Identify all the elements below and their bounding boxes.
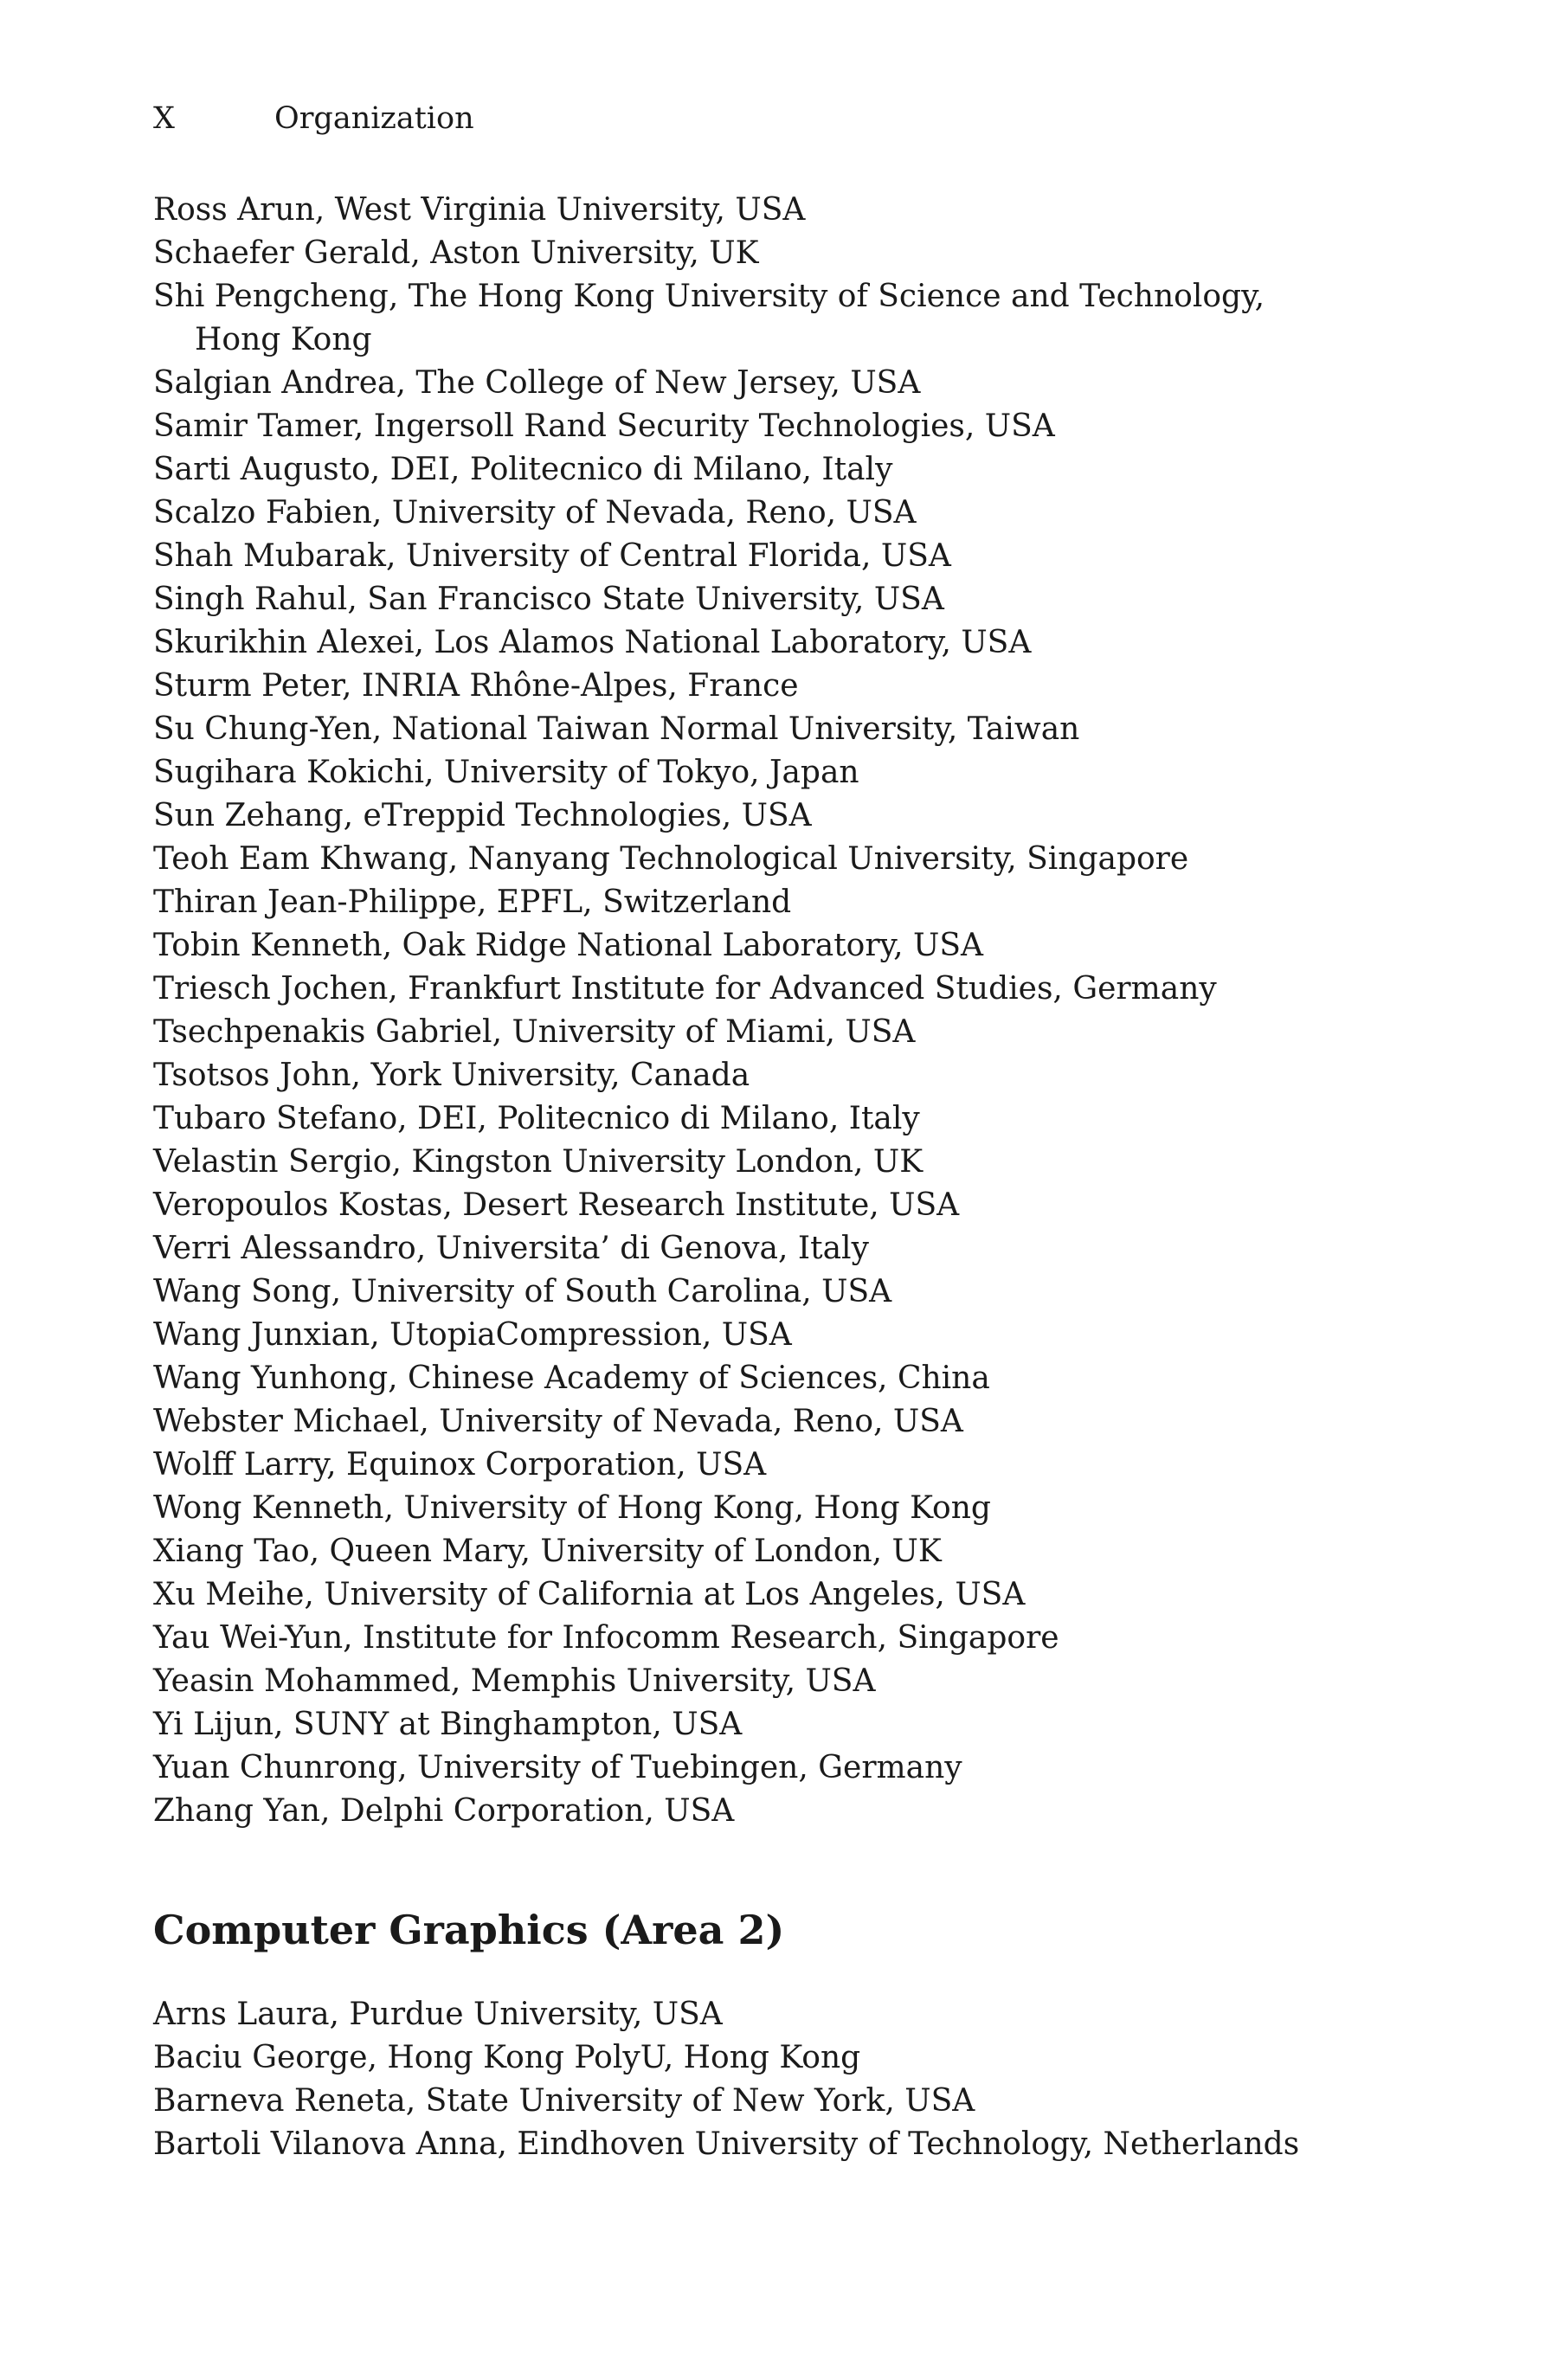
list-item: Verri Alessandro, Universita’ di Genova, Italy <box>153 1231 869 1266</box>
list-item <box>153 275 1265 362</box>
list-item: Arns Laura, Purdue University, USA <box>153 1997 723 2032</box>
list-item: Thiran Jean-Philippe, EPFL, Switzerland <box>153 884 792 920</box>
list-item: Sturm Peter, INRIA Rhône-Alpes, France <box>153 668 799 704</box>
list-item: Sun Zehang, eTreppid Technologies, USA <box>153 798 812 833</box>
list-item: Xiang Tao, Queen Mary, University of London, UK <box>153 1534 942 1569</box>
list-item: Xu Meihe, University of California at Los Angeles, USA <box>153 1577 1026 1612</box>
list-item: Veropoulos Kostas, Desert Research Institute, USA <box>153 1187 960 1223</box>
list-item: Wang Junxian, UtopiaCompression, USA <box>153 1317 792 1353</box>
list-item: Teoh Eam Khwang, Nanyang Technological University, Singapore <box>153 841 1189 877</box>
list-item: Tubaro Stefano, DEI, Politecnico di Milano, Italy <box>153 1101 920 1136</box>
list-item: Baciu George, Hong Kong PolyU, Hong Kong <box>153 2040 861 2075</box>
area1-member-list <box>153 189 1265 1833</box>
list-item: Sarti Augusto, DEI, Politecnico di Milano, Italy <box>153 452 893 487</box>
list-item: Ross Arun, West Virginia University, USA <box>153 192 806 228</box>
list-item: Skurikhin Alexei, Los Alamos National Laboratory, USA <box>153 625 1032 660</box>
list-item: Yeasin Mohammed, Memphis University, USA <box>153 1663 876 1699</box>
list-item-continuation: Hong Kong <box>195 322 372 357</box>
list-item: Yuan Chunrong, University of Tuebingen, Germany <box>153 1750 962 1785</box>
list-item: Wong Kenneth, University of Hong Kong, Hong Kong <box>153 1490 991 1526</box>
list-item: Yi Lijun, SUNY at Binghampton, USA <box>153 1707 743 1742</box>
list-item: Wolff Larry, Equinox Corporation, USA <box>153 1447 767 1483</box>
list-item: Zhang Yan, Delphi Corporation, USA <box>153 1793 735 1829</box>
list-item: Tobin Kenneth, Oak Ridge National Laboratory, USA <box>153 928 983 963</box>
page-folio: X <box>153 101 175 136</box>
list-item: Singh Rahul, San Francisco State University, USA <box>153 582 944 617</box>
list-item: Salgian Andrea, The College of New Jersey, USA <box>153 365 921 401</box>
list-item: Scalzo Fabien, University of Nevada, Reno, USA <box>153 495 917 531</box>
list-item: Tsechpenakis Gabriel, University of Miami, USA <box>153 1014 916 1050</box>
list-item: Bartoli Vilanova Anna, Eindhoven University of Technology, Netherlands <box>153 2126 1300 2162</box>
area2-member-list <box>153 1993 1299 2166</box>
list-item: Yau Wei-Yun, Institute for Infocomm Research, Singapore <box>153 1620 1059 1656</box>
list-item: Tsotsos John, York University, Canada <box>153 1058 750 1093</box>
list-item: Su Chung-Yen, National Taiwan Normal University, Taiwan <box>153 711 1080 747</box>
running-head <box>153 97 474 140</box>
list-item: Triesch Jochen, Frankfurt Institute for Advanced Studies, Germany <box>153 971 1217 1007</box>
list-item: Sugihara Kokichi, University of Tokyo, Japan <box>153 755 859 790</box>
list-item: Barneva Reneta, State University of New York, USA <box>153 2083 975 2119</box>
section-heading: Computer Graphics (Area 2) <box>153 1907 785 1953</box>
list-item: Wang Yunhong, Chinese Academy of Sciences, China <box>153 1360 990 1396</box>
running-head-title: Organization <box>274 101 474 136</box>
list-item: Webster Michael, University of Nevada, Reno, USA <box>153 1404 963 1439</box>
list-item: Schaefer Gerald, Aston University, UK <box>153 235 759 271</box>
list-item: Shah Mubarak, University of Central Florida, USA <box>153 538 951 574</box>
list-item: Velastin Sergio, Kingston University London, UK <box>153 1144 924 1180</box>
list-item: Wang Song, University of South Carolina, USA <box>153 1274 892 1309</box>
list-item: Samir Tamer, Ingersoll Rand Security Technologies, USA <box>153 408 1055 444</box>
list-item-line: Shi Pengcheng, The Hong Kong University of Science and Technology, <box>153 279 1265 314</box>
